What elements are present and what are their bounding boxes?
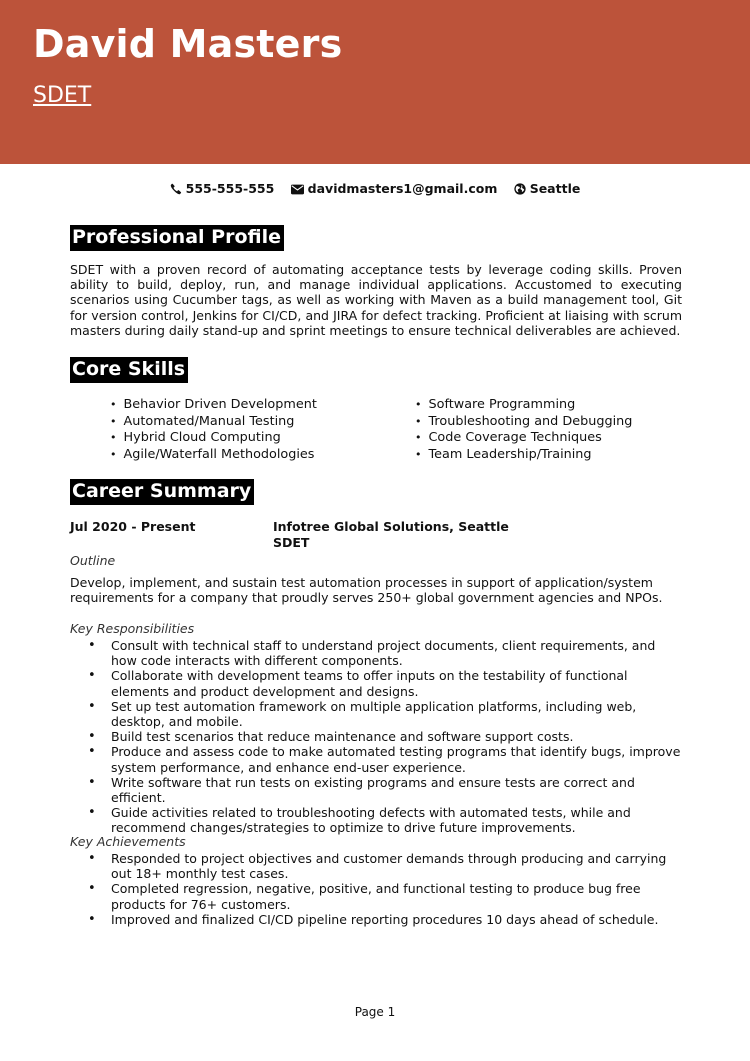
section-title-profile: Professional Profile — [70, 225, 284, 251]
contact-email[interactable] — [291, 181, 498, 196]
list-item: • Improved and finalized CI/CD pipeline reporting procedures 10 days ahead of schedule. — [70, 912, 682, 927]
list-item: • Build test scenarios that reduce maintenance and software support costs. — [70, 729, 682, 744]
job-title-link[interactable]: SDET — [33, 83, 92, 108]
section-title-skills: Core Skills — [70, 357, 188, 383]
phone-icon — [170, 183, 182, 195]
section-title-career: Career Summary — [70, 479, 254, 505]
skill-item: • Hybrid Cloud Computing — [110, 430, 317, 447]
job-company: Infotree Global Solutions, Seattle — [273, 519, 509, 534]
contact-email-text: davidmasters1@gmail.com — [307, 181, 498, 196]
outline-label: Outline — [70, 553, 116, 568]
skill-item: • Team Leadership/Training — [415, 447, 632, 464]
page-number: Page 1 — [354, 1005, 396, 1019]
skill-item: • Software Programming — [415, 397, 632, 414]
job-date: Jul 2020 - Present — [70, 519, 196, 534]
list-item: • Produce and assess code to make automated testing programs that identify bugs, improve system performance, and enhance end-user experience. — [70, 744, 682, 774]
skills-list-right — [415, 397, 632, 463]
achievements-label: Key Achievements — [70, 834, 186, 849]
skill-item: • Troubleshooting and Debugging — [415, 414, 632, 431]
contact-bar — [0, 181, 750, 196]
skill-item: • Behavior Driven Development — [110, 397, 317, 414]
list-item: • Responded to project objectives and customer demands through producing and carrying out 18+ monthly test cases. — [70, 851, 682, 881]
list-item: • Set up test automation framework on multiple application platforms, including web, desktop, and mobile. — [70, 699, 682, 729]
header-banner — [0, 0, 750, 164]
outline-text: Develop, implement, and sustain test automation processes in support of application/system requirements for a company that proudly serves 250+ global government agencies and NPOs. — [70, 575, 663, 606]
skill-item: • Code Coverage Techniques — [415, 430, 632, 447]
responsibilities-label: Key Responsibilities — [70, 621, 195, 636]
list-item: • Guide activities related to troubleshooting defects with automated tests, while and recommend changes/strategies to optimize to drive future improvements. — [70, 805, 682, 835]
job-position: SDET — [273, 535, 310, 550]
contact-phone[interactable] — [170, 181, 275, 196]
skills-list-left — [110, 397, 317, 463]
list-item: • Collaborate with development teams to offer inputs on the testability of functional elements and product development and designs. — [70, 668, 682, 698]
job-heading — [273, 519, 509, 551]
list-item: • Write software that run tests on existing programs and ensure tests are correct and efficient. — [70, 775, 682, 805]
globe-icon — [514, 183, 526, 195]
responsibilities-list — [70, 638, 682, 836]
skill-item: • Automated/Manual Testing — [110, 414, 317, 431]
achievements-list — [70, 851, 682, 927]
skill-item: • Agile/Waterfall Methodologies — [110, 447, 317, 464]
profile-text: SDET with a proven record of automating acceptance tests by leverage coding skills. Proven ability to build, deploy, run, and manage individual applications. Accustomed to executing scenarios using Cucumber tags, as well as working with Maven as a build management tool, Git for version control, Jenkins for CI/CD, and JIRA for defect tracking. Proficient at liaising with scrum masters during daily stand-up and sprint meetings to ensure technical deliverables are achieved. — [70, 262, 682, 338]
candidate-name: David Masters — [33, 22, 343, 66]
envelope-icon — [291, 184, 304, 195]
contact-location — [514, 181, 581, 196]
list-item: • Consult with technical staff to understand project documents, client requirements, and how code interacts with different components. — [70, 638, 682, 668]
contact-phone-text: 555-555-555 — [185, 181, 275, 196]
list-item: • Completed regression, negative, positive, and functional testing to produce bug free products for 76+ customers. — [70, 881, 682, 911]
contact-location-text: Seattle — [529, 181, 581, 196]
